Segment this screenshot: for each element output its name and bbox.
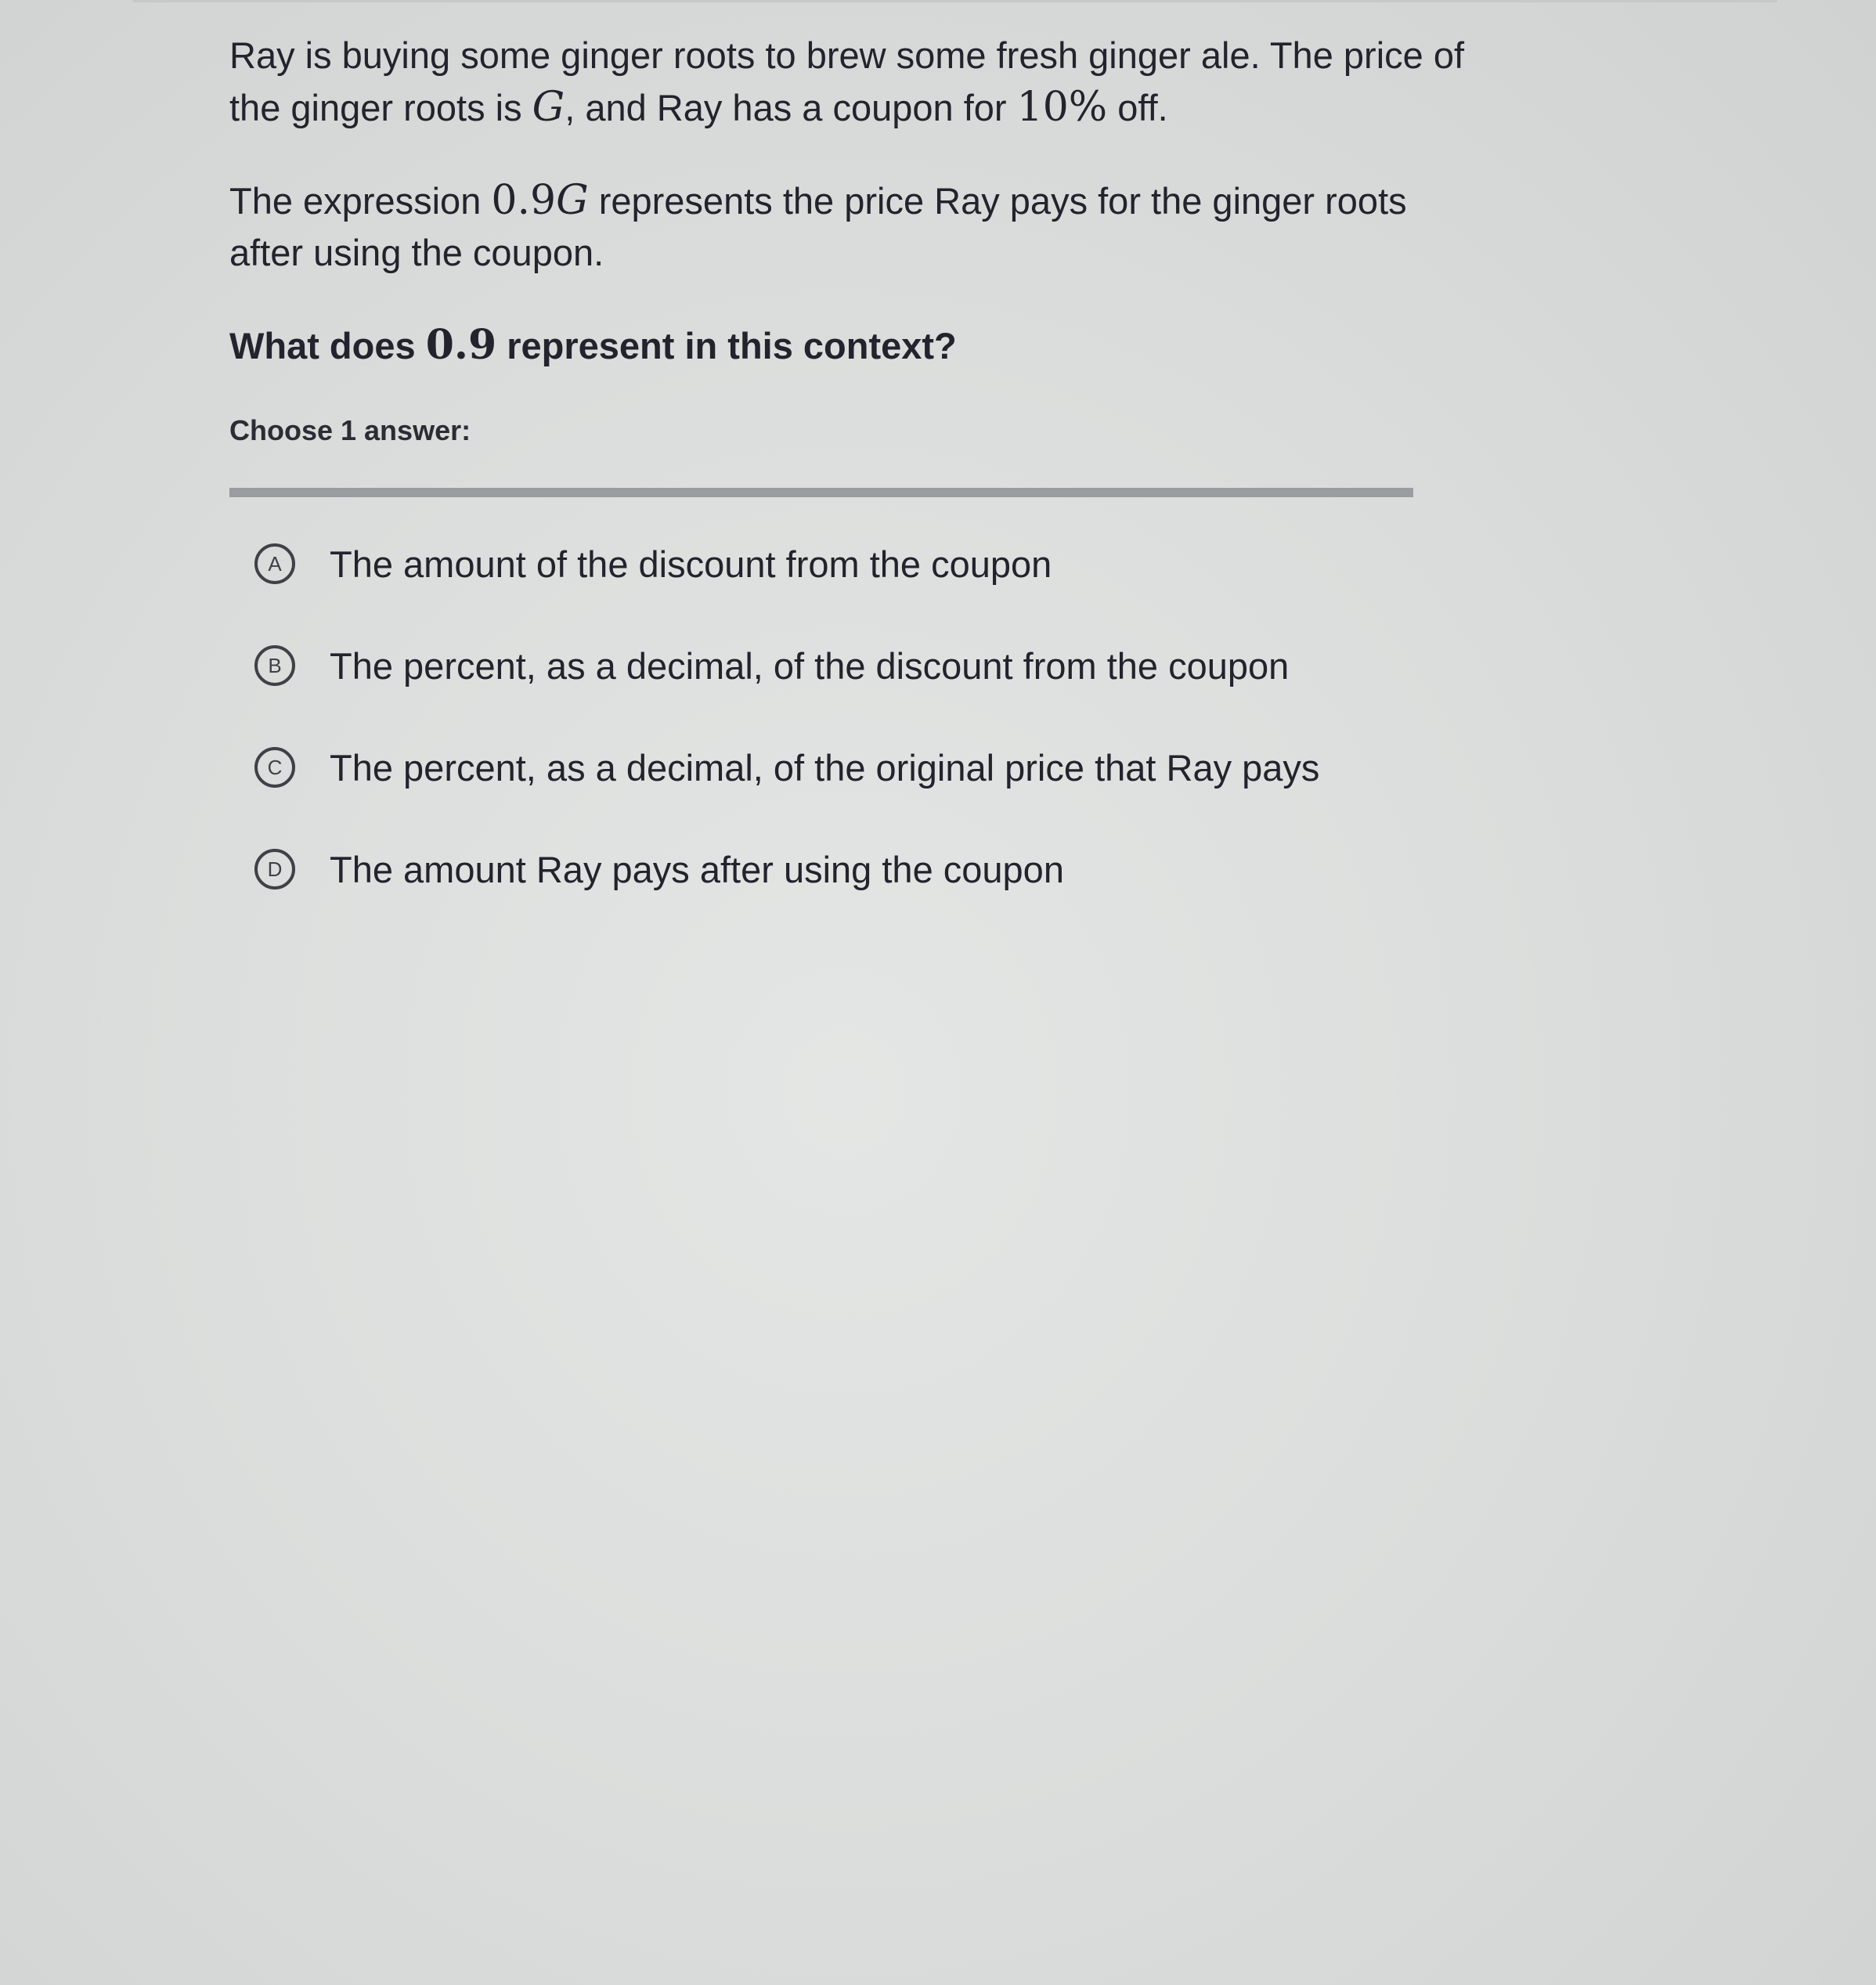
answer-choice-c-label[interactable]: The percent, as a decimal, of the original price that Ray pays <box>330 746 1320 789</box>
problem-text: off. <box>1107 87 1168 128</box>
answer-choice-a[interactable] <box>254 513 1467 615</box>
math-number: 0.9 <box>425 321 497 369</box>
radio-bubble-c[interactable]: C <box>254 747 295 788</box>
question-prompt <box>229 319 1467 372</box>
problem-paragraph-1 <box>229 30 1467 134</box>
exercise-panel <box>229 30 1467 920</box>
problem-text: represents the price Ray pays for the ginger roots after using the coupon. <box>229 180 1407 273</box>
math-variable: G <box>556 177 589 224</box>
answer-choice-c[interactable] <box>254 716 1467 818</box>
problem-text: Ray is buying some ginger roots to brew some fresh ginger ale. The price of the ginger roots is <box>229 34 1465 128</box>
math-number: 0.9 <box>491 177 557 224</box>
math-percent: 10% <box>1016 84 1108 131</box>
question-text: What does <box>229 325 426 366</box>
radio-bubble-d[interactable]: D <box>254 849 295 890</box>
math-variable: G <box>532 84 565 131</box>
answer-choice-a-label[interactable]: The amount of the discount from the coupon <box>330 543 1052 585</box>
problem-paragraph-2 <box>229 175 1467 279</box>
radio-bubble-a[interactable]: A <box>254 543 295 584</box>
radio-bubble-b[interactable]: B <box>254 645 295 686</box>
problem-text: The expression <box>229 180 492 222</box>
answer-choice-b-label[interactable]: The percent, as a decimal, of the discount from the coupon <box>330 644 1290 687</box>
answer-choice-d-label[interactable]: The amount Ray pays after using the coupon <box>330 848 1064 890</box>
answer-choice-d[interactable] <box>254 818 1467 920</box>
screen-edge <box>133 0 1777 2</box>
question-text: represent in this context? <box>496 325 957 366</box>
choose-label: Choose 1 answer: <box>229 414 471 446</box>
choices-divider <box>229 488 1413 497</box>
answer-choice-b[interactable] <box>254 615 1467 716</box>
problem-text: , and Ray has a coupon for <box>565 87 1017 128</box>
